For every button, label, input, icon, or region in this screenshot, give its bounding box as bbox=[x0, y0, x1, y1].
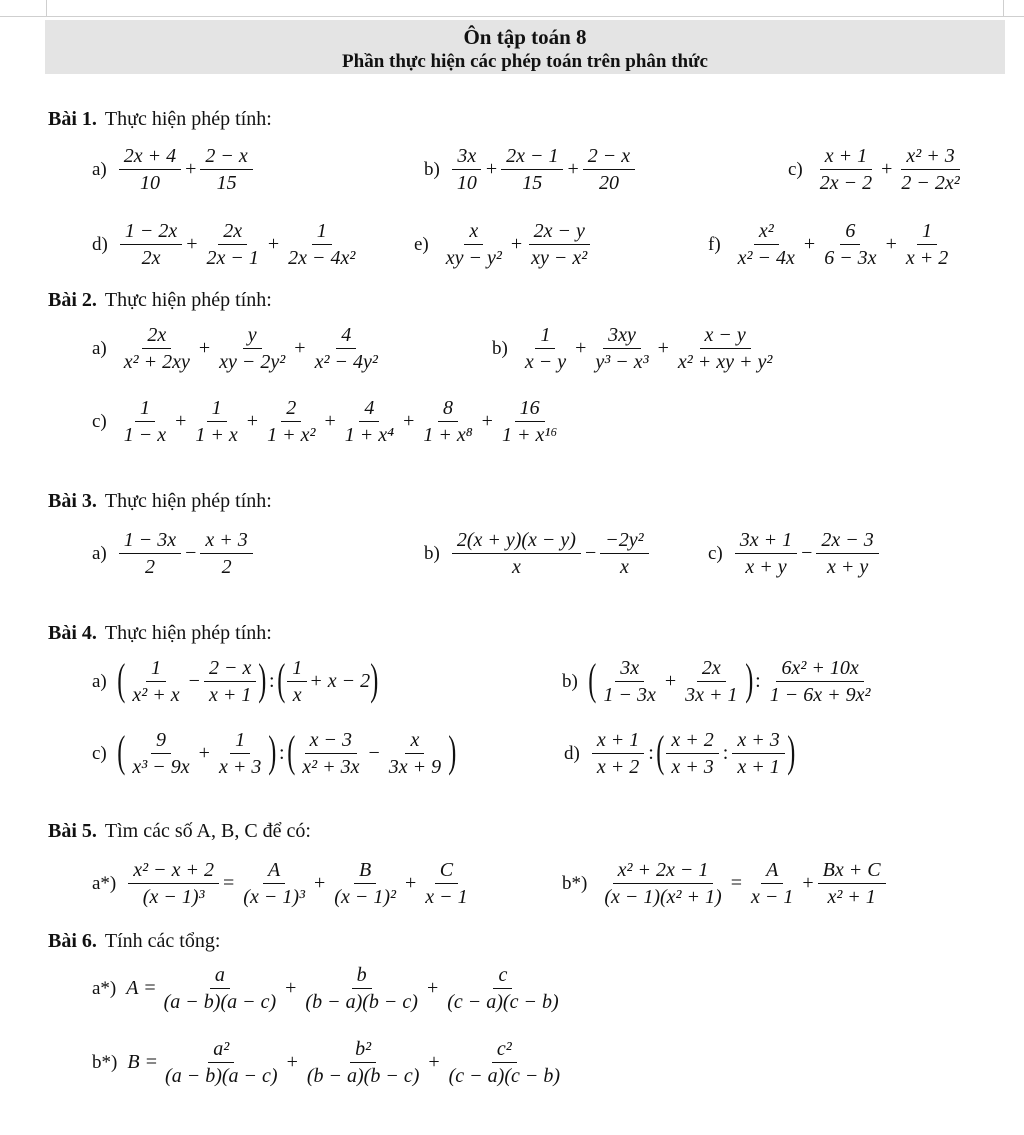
bai1-b bbox=[424, 143, 637, 196]
numerator: 2(x + y)(x − y) bbox=[452, 527, 581, 554]
numerator: B bbox=[354, 857, 376, 884]
fraction bbox=[746, 857, 798, 910]
document-header bbox=[45, 20, 1005, 74]
denominator: 20 bbox=[598, 172, 619, 194]
fraction bbox=[302, 1036, 425, 1089]
denominator: xy − 2y² bbox=[219, 351, 286, 373]
fraction bbox=[598, 655, 660, 708]
numerator: x + 2 bbox=[666, 727, 718, 754]
operator: − bbox=[185, 542, 197, 564]
bai1-f bbox=[708, 218, 955, 271]
denominator: xy − x² bbox=[531, 247, 588, 269]
numerator: 2x − y bbox=[529, 218, 590, 245]
numerator: x² bbox=[754, 218, 779, 245]
denominator: x² + 1 bbox=[827, 886, 876, 908]
fraction bbox=[666, 727, 718, 780]
bai2-a bbox=[92, 322, 385, 375]
parenthesis: ( bbox=[117, 654, 126, 704]
denominator: 10 bbox=[139, 172, 160, 194]
denominator: x − 1 bbox=[751, 886, 794, 908]
exercise-label: c) bbox=[92, 742, 107, 764]
numerator: x bbox=[464, 218, 483, 245]
denominator: x + 3 bbox=[218, 756, 262, 778]
operator: + bbox=[575, 337, 587, 359]
fraction bbox=[600, 527, 648, 580]
numerator: 1 bbox=[535, 322, 555, 349]
fraction bbox=[128, 857, 219, 910]
exercise-label: b) bbox=[424, 542, 440, 564]
operator: + bbox=[403, 410, 415, 432]
denominator: (x − 1)³ bbox=[243, 886, 305, 908]
numerator: 2x + 4 bbox=[119, 143, 181, 170]
denominator: x² + x bbox=[132, 684, 180, 706]
numerator: Bx + C bbox=[818, 857, 886, 884]
fraction bbox=[816, 527, 878, 580]
denominator: 15 bbox=[522, 172, 543, 194]
operator: − bbox=[801, 542, 813, 564]
fraction bbox=[420, 857, 472, 910]
operator: + bbox=[802, 872, 814, 894]
denominator: x bbox=[619, 556, 629, 578]
bai3-c bbox=[708, 527, 881, 580]
numerator: 6x² + 10x bbox=[776, 655, 863, 682]
operator: + bbox=[198, 337, 211, 359]
parenthesis: ( bbox=[286, 726, 295, 776]
denominator: 2 − 2x² bbox=[901, 172, 960, 194]
bai6-heading: Bài 6. Tính các tổng: bbox=[48, 930, 221, 952]
fraction bbox=[735, 527, 797, 580]
numerator: 3x bbox=[615, 655, 644, 682]
denominator: 1 − 3x bbox=[603, 684, 656, 706]
numerator: 2 − x bbox=[204, 655, 256, 682]
numerator: 1 − 2x bbox=[120, 218, 182, 245]
fraction bbox=[680, 655, 742, 708]
exercise-label: b*) bbox=[92, 1051, 118, 1073]
bai1-heading: Bài 1. Thực hiện phép tính: bbox=[48, 108, 272, 130]
bai1-e bbox=[414, 218, 594, 271]
denominator: x bbox=[511, 556, 521, 578]
fraction bbox=[815, 143, 877, 196]
numerator: 2 bbox=[281, 395, 301, 422]
fraction bbox=[204, 655, 256, 708]
exercise-label: d) bbox=[564, 742, 580, 764]
denominator: 2x bbox=[141, 247, 161, 269]
numerator: 2 − x bbox=[583, 143, 635, 170]
numerator: 1 − 3x bbox=[119, 527, 181, 554]
fraction bbox=[590, 322, 653, 375]
numerator: A bbox=[263, 857, 285, 884]
denominator: (c − a)(c − b) bbox=[447, 991, 559, 1013]
exercise-label: a) bbox=[92, 158, 107, 180]
fraction bbox=[384, 727, 446, 780]
fraction bbox=[329, 857, 401, 910]
fraction bbox=[452, 527, 581, 580]
denominator: x + 2 bbox=[905, 247, 949, 269]
operator: : bbox=[755, 670, 761, 692]
fraction bbox=[120, 218, 182, 271]
denominator: x² + 3x bbox=[302, 756, 360, 778]
denominator: (a − b)(a − c) bbox=[165, 1065, 278, 1087]
bai2-c bbox=[92, 395, 564, 448]
operator: + bbox=[285, 977, 297, 999]
exercise-label: a) bbox=[92, 670, 107, 692]
operator: + bbox=[428, 1051, 440, 1073]
fraction bbox=[732, 727, 784, 780]
exercise-label: c) bbox=[92, 410, 107, 432]
fraction bbox=[340, 395, 399, 448]
bai4-a: a) ( $\frac{1}{\text{x² + x}}$ − $\frac{2 - x}{x + 1}$ ) : ( $\frac{1}{x}$ + x − 2 ) bbox=[92, 654, 379, 706]
fraction bbox=[159, 962, 282, 1015]
denominator: x³ − 9x bbox=[132, 756, 190, 778]
denominator: (x − 1)³ bbox=[142, 886, 205, 908]
operator: + bbox=[803, 233, 816, 255]
operator: + bbox=[286, 1051, 298, 1073]
bai4-heading: Bài 4. Thực hiện phép tính: bbox=[48, 622, 272, 644]
denominator: 1 + x¹⁶ bbox=[501, 424, 558, 446]
denominator: x + 1 bbox=[208, 684, 252, 706]
denominator: x + 3 bbox=[671, 756, 714, 778]
numerator: x + 3 bbox=[200, 527, 252, 554]
fraction bbox=[442, 962, 563, 1015]
operator: − bbox=[188, 670, 200, 692]
denominator: x − 1 bbox=[425, 886, 468, 908]
operator: + bbox=[567, 158, 579, 180]
parenthesis: ) bbox=[744, 654, 753, 704]
parenthesis: ( bbox=[117, 726, 126, 776]
parenthesis: ( bbox=[588, 654, 597, 704]
fraction bbox=[214, 322, 290, 375]
operator: + bbox=[885, 233, 897, 255]
numerator: x − y bbox=[700, 322, 751, 349]
fraction bbox=[818, 857, 886, 910]
exercise-label: e) bbox=[414, 233, 429, 255]
fraction bbox=[819, 218, 881, 271]
operator: + bbox=[426, 977, 439, 999]
exercise-label: b) bbox=[492, 337, 508, 359]
denominator: x² − 4x bbox=[737, 247, 795, 269]
fraction bbox=[262, 395, 320, 448]
denominator: 15 bbox=[216, 172, 237, 194]
numerator: 1 bbox=[146, 655, 166, 682]
numerator: 1 bbox=[135, 395, 155, 422]
denominator: 1 + x⁸ bbox=[423, 424, 473, 446]
denominator: (x − 1)(x² + 1) bbox=[604, 886, 722, 908]
fraction bbox=[497, 395, 562, 448]
bai1-a bbox=[92, 143, 255, 196]
denominator: x + y bbox=[745, 556, 787, 578]
numerator: x + 1 bbox=[592, 727, 644, 754]
bai4-b bbox=[562, 655, 877, 708]
fraction bbox=[310, 322, 383, 375]
denominator: y³ − x³ bbox=[595, 351, 649, 373]
operator: : bbox=[268, 670, 275, 692]
operator: + bbox=[246, 410, 259, 432]
numerator: 4 bbox=[359, 395, 379, 422]
numerator: 2x − 1 bbox=[501, 143, 563, 170]
operator: + bbox=[324, 410, 336, 432]
fraction bbox=[300, 962, 423, 1015]
denominator: x + y bbox=[826, 556, 869, 578]
fraction bbox=[160, 1036, 283, 1089]
numerator: x² − x + 2 bbox=[128, 857, 219, 884]
denominator: (b − a)(b − c) bbox=[306, 1065, 420, 1087]
exercise-label: b) bbox=[562, 670, 578, 692]
numerator: 8 bbox=[438, 395, 458, 422]
exercise-label: b*) bbox=[562, 872, 588, 894]
numerator: c bbox=[493, 962, 512, 989]
parenthesis: ) bbox=[268, 726, 277, 776]
parenthesis: ) bbox=[258, 654, 267, 704]
denominator: 3x + 9 bbox=[388, 756, 442, 778]
bai5-b bbox=[562, 857, 888, 910]
exercise-label: a) bbox=[92, 337, 107, 359]
numerator: A bbox=[761, 857, 783, 884]
operator: − bbox=[584, 542, 597, 564]
operator: + bbox=[881, 158, 893, 180]
fraction bbox=[201, 218, 263, 271]
numerator: 1 bbox=[917, 218, 937, 245]
bai4-d bbox=[564, 727, 795, 780]
fraction bbox=[190, 395, 242, 448]
fraction bbox=[673, 322, 778, 375]
fraction bbox=[214, 727, 266, 780]
numerator: y bbox=[243, 322, 262, 349]
operator: + bbox=[657, 337, 669, 359]
fraction bbox=[765, 655, 876, 708]
operator: + bbox=[175, 410, 187, 432]
parenthesis: ( bbox=[276, 654, 285, 704]
numerator: 1 bbox=[207, 395, 227, 422]
numerator: 1 bbox=[230, 727, 250, 754]
numerator: x − 3 bbox=[305, 727, 357, 754]
bai1-c bbox=[788, 143, 967, 196]
exercise-label: a*) bbox=[92, 872, 117, 894]
numerator: x + 1 bbox=[820, 143, 872, 170]
fraction bbox=[418, 395, 477, 448]
denominator: 2x − 4x² bbox=[288, 247, 356, 269]
bai2-b bbox=[492, 322, 779, 375]
parenthesis: ) bbox=[370, 654, 379, 704]
numerator: 1 bbox=[312, 218, 332, 245]
operator: : bbox=[722, 742, 729, 764]
fraction bbox=[200, 143, 252, 196]
operator: + bbox=[198, 742, 210, 764]
denominator: (b − a)(b − c) bbox=[305, 991, 418, 1013]
operator: + bbox=[485, 158, 498, 180]
numerator: 2x bbox=[218, 218, 247, 245]
bai3-heading: Bài 3. Thực hiện phép tính: bbox=[48, 490, 272, 512]
numerator: a² bbox=[208, 1036, 234, 1063]
bai5-heading: Bài 5. Tìm các số A, B, C để có: bbox=[48, 820, 311, 842]
bai4-c bbox=[92, 727, 457, 780]
numerator: 4 bbox=[336, 322, 356, 349]
denominator: x + 1 bbox=[737, 756, 780, 778]
numerator: 16 bbox=[515, 395, 545, 422]
denominator: x + 2 bbox=[596, 756, 640, 778]
fraction bbox=[127, 727, 194, 780]
numerator: 2 − x bbox=[200, 143, 252, 170]
numerator: 3x bbox=[452, 143, 481, 170]
page-subtitle: Phần thực hiện các phép toán trên phân thức bbox=[342, 51, 708, 72]
numerator: 3x + 1 bbox=[735, 527, 797, 554]
numerator: b bbox=[352, 962, 372, 989]
fraction bbox=[200, 527, 252, 580]
fraction bbox=[119, 143, 181, 196]
numerator: C bbox=[435, 857, 458, 884]
exercise-label: d) bbox=[92, 233, 108, 255]
fraction bbox=[733, 218, 800, 271]
bai3-b bbox=[424, 527, 651, 580]
fraction bbox=[119, 395, 171, 448]
denominator: (a − b)(a − c) bbox=[163, 991, 277, 1013]
fraction bbox=[297, 727, 364, 780]
parenthesis: ) bbox=[448, 726, 457, 776]
numerator: 1 bbox=[287, 655, 307, 682]
numerator: 3xy bbox=[603, 322, 641, 349]
page-title: Ôn tập toán 8 bbox=[463, 25, 587, 49]
fraction bbox=[599, 857, 726, 910]
exercise-label: c) bbox=[708, 542, 723, 564]
denominator: 2x − 2 bbox=[819, 172, 873, 194]
exercise-label: f) bbox=[708, 233, 721, 255]
bai1-d bbox=[92, 218, 362, 271]
denominator: 2 bbox=[221, 556, 232, 578]
numerator: b² bbox=[350, 1036, 376, 1063]
operator: + bbox=[481, 410, 493, 432]
denominator: x² − 4y² bbox=[314, 351, 378, 373]
denominator: (x − 1)² bbox=[334, 886, 396, 908]
bai6-a: a*) A = $\frac{a}{(a - b)(a - c)}$ + $\frac{b}{(b - a)(b - c)}$ + $\frac{c}{(c - a)(c - b)}$ bbox=[92, 962, 566, 1015]
parenthesis: ( bbox=[656, 726, 665, 776]
fraction bbox=[583, 143, 635, 196]
operator: : bbox=[648, 742, 654, 764]
exercise-label: a) bbox=[92, 542, 107, 564]
denominator: xy − y² bbox=[445, 247, 502, 269]
denominator: 1 + x bbox=[195, 424, 238, 446]
bai2-heading: Bài 2. Thực hiện phép tính: bbox=[48, 289, 272, 311]
exercise-label: c) bbox=[788, 158, 803, 180]
denominator: x bbox=[292, 684, 302, 706]
fraction bbox=[283, 218, 360, 271]
fraction bbox=[452, 143, 482, 196]
denominator: 1 − x bbox=[123, 424, 167, 446]
bai5-a bbox=[92, 857, 475, 910]
fraction bbox=[444, 1036, 565, 1089]
operator: + bbox=[267, 233, 280, 255]
numerator: x² + 3 bbox=[901, 143, 959, 170]
numerator: a bbox=[210, 962, 230, 989]
operator: + bbox=[185, 158, 197, 180]
operator: + bbox=[314, 872, 326, 894]
bai6-b: b*) B = $\frac{\text{a²}}{(a - b)(a - c)}$ + $\frac{\text{b²}}{(b - a)(b - c)}$ + $\frac{\text{c²}}{(c - a)(c - b)}$ bbox=[92, 1036, 567, 1089]
operator: = bbox=[223, 872, 235, 894]
numerator: x + 3 bbox=[732, 727, 784, 754]
operator: + bbox=[186, 233, 198, 255]
denominator: x − y bbox=[524, 351, 567, 373]
numerator: c² bbox=[492, 1036, 517, 1063]
exercise-label: b) bbox=[424, 158, 440, 180]
denominator: 6 − 3x bbox=[824, 247, 877, 269]
numerator: 2x bbox=[142, 322, 171, 349]
denominator: 3x + 1 bbox=[685, 684, 738, 706]
exercise-label: a*) bbox=[92, 977, 117, 999]
fraction bbox=[127, 655, 184, 708]
numerator: −2y² bbox=[600, 527, 648, 554]
numerator: 2x − 3 bbox=[816, 527, 878, 554]
operator: − bbox=[368, 742, 380, 764]
top-ruler bbox=[0, 16, 1024, 17]
fraction bbox=[520, 322, 571, 375]
numerator: 6 bbox=[840, 218, 860, 245]
numerator: x² + 2x − 1 bbox=[613, 857, 714, 884]
fraction bbox=[526, 218, 592, 271]
operator: + bbox=[404, 872, 417, 894]
denominator: 1 − 6x + 9x² bbox=[769, 684, 871, 706]
operator: + bbox=[664, 670, 677, 692]
denominator: 2 bbox=[144, 556, 155, 578]
fraction bbox=[901, 218, 953, 271]
operator: + bbox=[510, 233, 523, 255]
fraction bbox=[896, 143, 964, 196]
fraction bbox=[119, 527, 181, 580]
fraction bbox=[238, 857, 310, 910]
denominator: x² + xy + y² bbox=[677, 351, 773, 373]
operator: + bbox=[294, 337, 306, 359]
bai3-a bbox=[92, 527, 255, 580]
fraction bbox=[501, 143, 563, 196]
fraction bbox=[441, 218, 507, 271]
numerator: 9 bbox=[151, 727, 171, 754]
numerator: x bbox=[405, 727, 424, 754]
fraction bbox=[119, 322, 195, 375]
operator: : bbox=[278, 742, 285, 764]
denominator: x² + 2xy bbox=[123, 351, 190, 373]
denominator: 10 bbox=[456, 172, 477, 194]
fraction bbox=[287, 655, 307, 708]
denominator: 1 + x⁴ bbox=[344, 424, 395, 446]
denominator: 1 + x² bbox=[267, 424, 316, 446]
parenthesis: ) bbox=[787, 726, 796, 776]
denominator: (c − a)(c − b) bbox=[448, 1065, 561, 1087]
numerator: 2x bbox=[697, 655, 726, 682]
denominator: 2x − 1 bbox=[206, 247, 259, 269]
operator: = bbox=[730, 872, 742, 894]
fraction bbox=[592, 727, 644, 780]
